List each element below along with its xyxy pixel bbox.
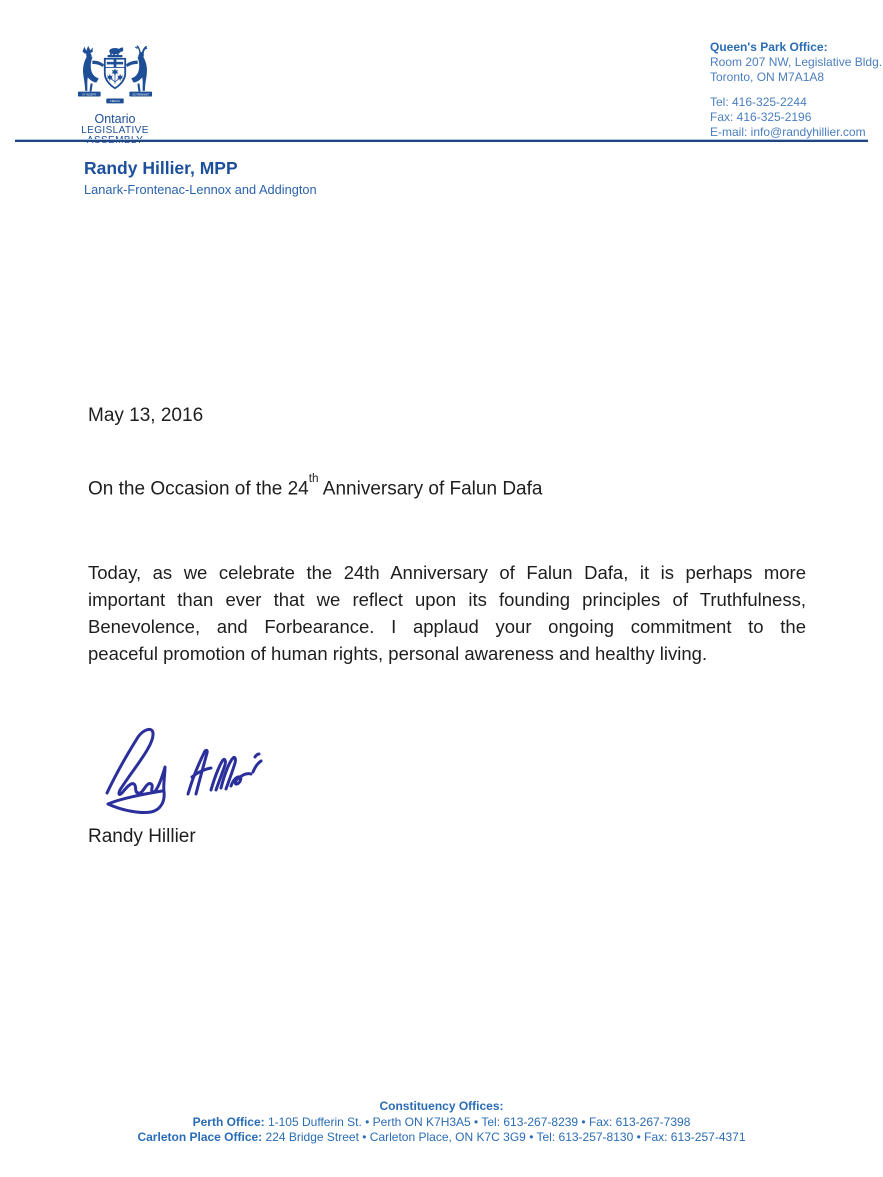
- header-divider-rule: [15, 139, 868, 142]
- subject-suffix: Anniversary of Falun Dafa: [318, 478, 543, 500]
- ontario-wordmark: Ontario: [94, 112, 136, 126]
- subject-prefix: On the Occasion of the 24: [88, 478, 309, 500]
- motto-text: FIDELIS: [110, 100, 120, 104]
- signature-name: Randy Hillier: [88, 826, 196, 847]
- body-line: Today, as we celebrate the 24th Anniversary of Falun Dafa, it is perhaps more: [88, 562, 806, 583]
- office-address-line-2: Toronto, ON M7A1A8: [710, 70, 825, 84]
- office-email: E-mail: info@randyhillier.com: [710, 125, 866, 139]
- footer-title: Constituency Offices:: [379, 1099, 504, 1113]
- perth-office-details: 1-105 Dufferin St. • Perth ON K7H3A5 • Tel: 613-267-8239 • Fax: 613-267-7398: [264, 1114, 691, 1129]
- signature-icon: [95, 723, 265, 823]
- letter-date: May 13, 2016: [88, 405, 204, 426]
- perth-office-label: Perth Office:: [192, 1114, 265, 1129]
- member-riding: Lanark-Frontenac-Lennox and Addington: [84, 182, 317, 197]
- ribbon-left-text: VT INCEPIT: [82, 93, 97, 97]
- body-line: important than ever that we reflect upon its founding principles of Truthfulness,: [88, 589, 806, 610]
- office-title: Queen's Park Office:: [710, 40, 828, 54]
- moose-supporter-icon: [82, 46, 104, 92]
- office-fax: Fax: 416-325-2196: [710, 110, 812, 124]
- body-line: peaceful promotion of human rights, personal awareness and healthy living.: [88, 643, 708, 664]
- office-address-line-1: Room 207 NW, Legislative Bldg.: [710, 55, 883, 69]
- carleton-place-office-details: 224 Bridge Street • Carleton Place, ON K7C 3G9 • Tel: 613-257-8130 • Fax: 613-257-4371: [262, 1130, 746, 1145]
- bear-crest-icon: [107, 47, 123, 57]
- body-line: Benevolence, and Forbearance. I applaud your ongoing commitment to the: [88, 616, 806, 637]
- deer-supporter-icon: [126, 46, 147, 92]
- queens-park-office-block: [710, 40, 882, 140]
- constituency-offices-footer: [0, 1099, 883, 1146]
- ontario-coat-of-arms-icon: [77, 44, 153, 106]
- member-block: [84, 158, 317, 197]
- shield-icon: [105, 59, 125, 88]
- member-name: Randy Hillier, MPP: [84, 158, 238, 178]
- ribbon-right-text: SIC PERMANET: [132, 94, 150, 97]
- footer-office-line: [0, 1130, 883, 1146]
- subject-line: [88, 471, 543, 500]
- body-paragraph: [88, 559, 806, 667]
- ordinal-superscript: th: [308, 471, 319, 485]
- motto-ribbons: [78, 92, 152, 104]
- office-tel: Tel: 416-325-2244: [710, 95, 807, 109]
- legislative-assembly-logo: [77, 44, 153, 146]
- carleton-place-office-label: Carleton Place Office:: [137, 1130, 263, 1145]
- legislative-label: LEGISLATIVE: [81, 125, 149, 136]
- footer-office-line: [0, 1115, 883, 1131]
